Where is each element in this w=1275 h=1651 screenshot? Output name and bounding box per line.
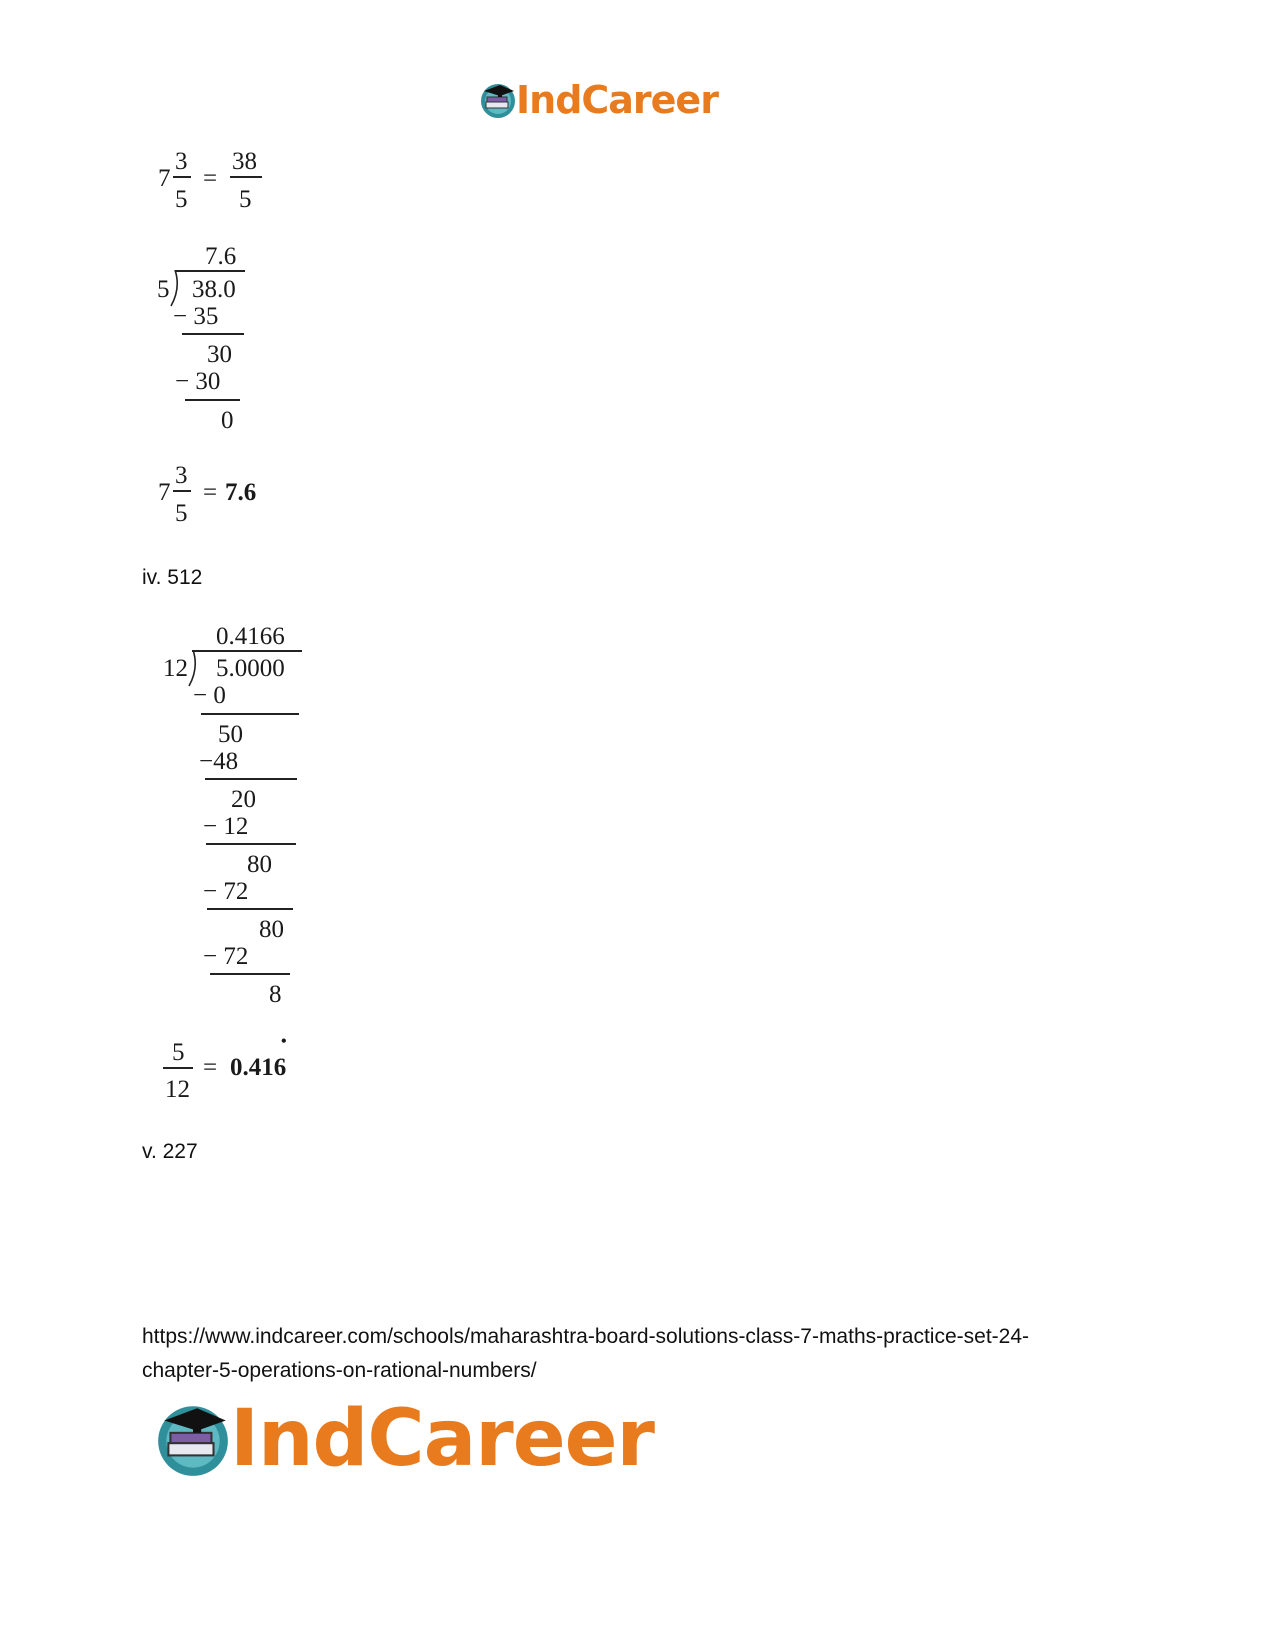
division-step: − 72 — [203, 878, 249, 905]
footer-logo[interactable] — [152, 1394, 672, 1488]
division-step: −48 — [199, 748, 239, 775]
fraction-bar — [173, 176, 191, 178]
division-step: 80 — [259, 916, 284, 943]
equals-sign: = — [203, 165, 218, 192]
quotient: 7.6 — [205, 243, 237, 270]
graduation-globe-icon — [152, 1398, 234, 1480]
numerator: 3 — [175, 148, 188, 175]
denominator: 5 — [175, 500, 188, 527]
subtraction-line — [182, 333, 244, 335]
fraction-bar — [163, 1067, 193, 1069]
subtraction-line — [205, 778, 297, 780]
equals-sign: = — [203, 479, 218, 506]
item-label-v: v. 227 — [142, 1140, 198, 1163]
whole-number: 7 — [158, 165, 171, 192]
subtraction-line — [210, 973, 290, 975]
division-step: − 30 — [175, 368, 221, 395]
denominator: 5 — [239, 186, 252, 213]
division-bar — [175, 270, 245, 272]
header-logo-text: IndCareer — [516, 78, 718, 122]
division-step: 8 — [269, 981, 282, 1008]
fraction-bar — [230, 176, 262, 178]
division-step: 30 — [207, 341, 232, 368]
division-step: − 72 — [203, 943, 249, 970]
equals-sign: = — [203, 1054, 218, 1081]
footer-logo-text: IndCareer — [230, 1394, 654, 1484]
subtraction-line — [206, 843, 296, 845]
divisor: 5 — [157, 276, 170, 303]
division-bar — [192, 650, 302, 652]
footer-source-link[interactable] — [142, 1320, 1142, 1388]
dividend: 38.0 — [192, 276, 236, 303]
recurring-dot: • — [281, 1033, 287, 1050]
division-step: − 35 — [173, 303, 219, 330]
fraction-bar — [173, 490, 191, 492]
denominator: 12 — [165, 1076, 190, 1103]
division-step: − 0 — [193, 682, 226, 709]
division-step: 20 — [231, 786, 256, 813]
quotient: 0.4166 — [216, 623, 285, 650]
item-label-iv: iv. 512 — [142, 566, 203, 589]
division-step: − 12 — [203, 813, 249, 840]
header-logo[interactable] — [478, 78, 738, 122]
division-step: 50 — [218, 721, 243, 748]
division-step: 0 — [221, 407, 234, 434]
division-step: 80 — [247, 851, 272, 878]
decimal-result: 7.6 — [225, 479, 257, 506]
whole-number: 7 — [158, 479, 171, 506]
numerator: 38 — [232, 148, 257, 175]
subtraction-line — [201, 713, 299, 715]
graduation-globe-icon — [478, 80, 518, 120]
subtraction-line — [207, 908, 293, 910]
footer-url-line-1[interactable]: https://www.indcareer.com/schools/maharashtra-board-solutions-class-7-maths-practice-set-24- — [142, 1325, 1030, 1348]
numerator: 3 — [175, 462, 188, 489]
footer-url-line-2[interactable]: chapter-5-operations-on-rational-numbers/ — [142, 1359, 537, 1382]
subtraction-line — [185, 399, 240, 401]
divisor: 12 — [163, 655, 188, 682]
numerator: 5 — [172, 1039, 185, 1066]
dividend: 5.0000 — [216, 655, 285, 682]
denominator: 5 — [175, 186, 188, 213]
decimal-result: 0.416 — [230, 1054, 287, 1081]
